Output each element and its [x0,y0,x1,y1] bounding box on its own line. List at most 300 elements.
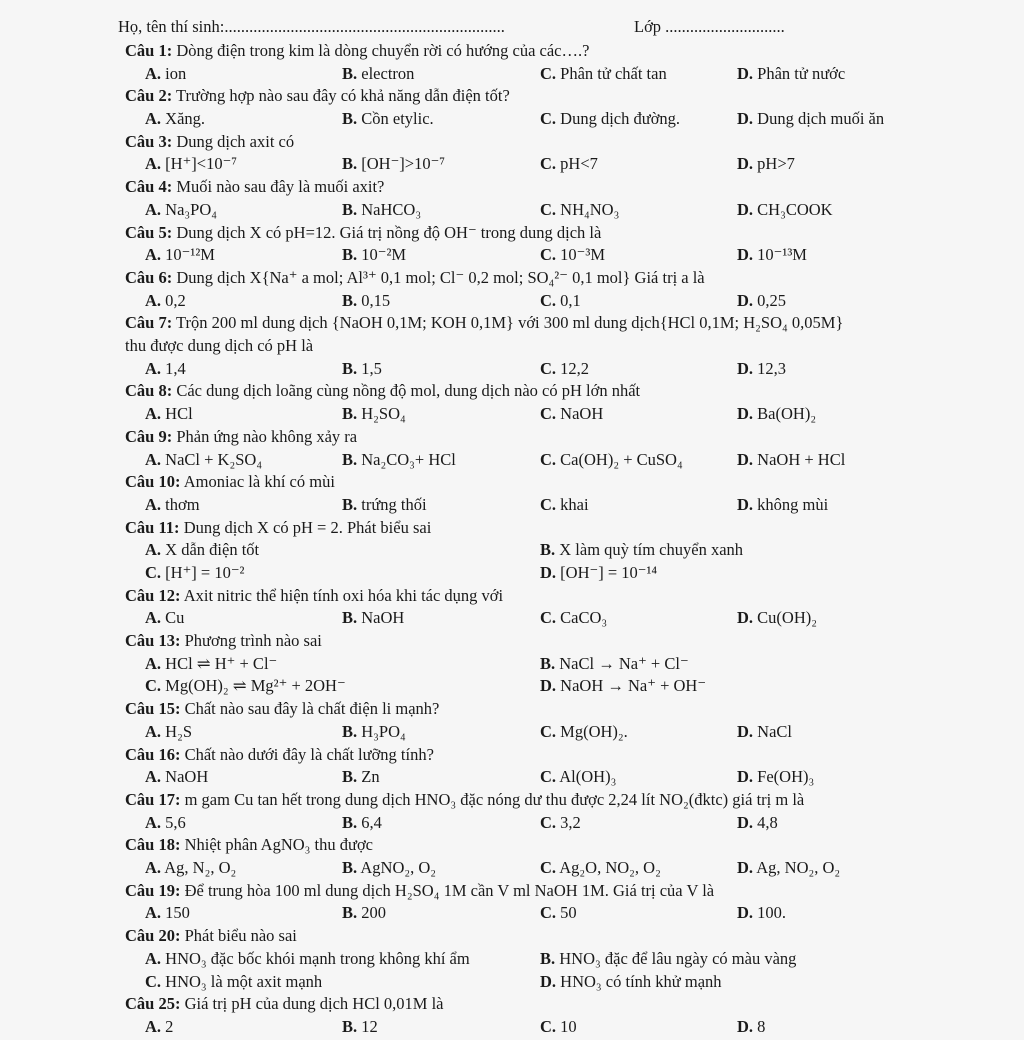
option-text: 0,1 [560,290,581,310]
question-number: Câu 10: [125,472,181,492]
answer-option-b[interactable] [342,857,436,880]
option-text: ion [165,63,187,83]
exam-header [118,16,838,39]
question-12 [125,585,905,630]
answer-option-c[interactable] [540,449,683,472]
answer-option-b[interactable] [342,902,386,925]
option-letter: D. [737,449,754,469]
answer-option-d[interactable] [737,63,845,86]
answer-option-b[interactable] [342,63,414,86]
answer-option-a[interactable] [145,108,205,131]
option-text: 3,2 [560,812,581,832]
option-letter: C. [540,154,557,174]
question-text: Dung dịch axit có [176,131,295,151]
option-text: [OH⁻] = 10⁻¹⁴ [560,563,658,582]
question-3 [125,131,905,176]
option-text: không mùi [757,494,829,514]
option-text: 1,4 [165,358,186,378]
answer-option-b[interactable] [342,812,382,835]
question-11 [125,517,905,585]
option-letter: C. [145,563,162,582]
option-text: HNO₃ có tính khử mạnh [560,971,722,991]
answer-option-c[interactable] [540,857,661,880]
answer-option-b[interactable] [540,653,689,676]
option-letter: C. [540,858,557,878]
option-text: 10⁻¹³M [757,245,807,265]
option-text: pH>7 [757,154,795,174]
question-number: Câu 2: [125,86,173,106]
answer-option-b[interactable] [342,1016,378,1039]
question-14 [125,698,905,743]
question-6 [125,267,905,312]
option-text: Cu [165,608,185,628]
option-text: 0,15 [361,290,391,310]
question-number: Câu 19: [125,880,181,900]
option-letter: D. [737,290,754,310]
answer-option-a[interactable] [145,766,208,789]
answer-option-c[interactable] [540,494,589,517]
option-text: khai [560,494,589,514]
question-stem [125,176,905,199]
option-text: 0,2 [165,290,186,310]
question-16 [125,789,905,834]
answer-row [125,539,905,562]
answer-row [125,244,905,267]
option-letter: B. [342,767,358,787]
option-text: 50 [560,903,577,923]
question-number: Câu 13: [125,631,181,651]
option-text: Ca(OH)₂ + CuSO₄ [560,449,683,469]
option-letter: B. [342,63,358,83]
question-text: Dòng điện trong kim là dòng chuyển rời có hướng của các….? [176,41,590,60]
question-stem [125,834,905,857]
option-text: NaCl + K₂SO₄ [165,449,263,469]
option-letter: C. [540,245,557,265]
answer-option-d[interactable] [737,1016,765,1039]
answer-option-c[interactable] [540,199,619,222]
option-letter: C. [540,494,557,514]
option-text: NaCl → Na⁺ + Cl⁻ [559,653,689,673]
question-stem [125,698,905,721]
option-letter: C. [540,767,557,787]
answer-row [125,449,905,472]
answer-option-b[interactable] [342,607,404,630]
answer-option-d[interactable] [737,108,884,131]
answer-option-c[interactable] [540,63,667,86]
option-letter: A. [145,290,162,310]
option-text: NaHCO₃ [361,199,422,219]
option-letter: B. [342,721,358,741]
question-number: Câu 25: [125,994,181,1014]
option-text: Phân tử chất tan [560,63,667,83]
question-number: Câu 11: [125,517,180,537]
question-number: Câu 8: [125,381,173,401]
option-letter: B. [342,154,358,174]
answer-option-c[interactable] [540,902,577,925]
question-stem [125,85,905,108]
answer-option-a[interactable] [145,812,186,835]
option-text: 8 [757,1016,766,1036]
option-text: AgNO₂, O₂ [360,858,437,878]
question-text: Dung dịch X có pH=12. Giá trị nồng độ OH⁻ trong dung dịch là [176,222,602,242]
option-letter: C. [540,63,557,83]
option-text: electron [361,63,415,83]
answer-row [125,403,905,426]
option-letter: C. [540,449,557,469]
option-letter: D. [737,767,754,787]
option-letter: A. [145,540,162,560]
option-text: [OH⁻]>10⁻⁷ [361,154,446,174]
option-text: NaOH + HCl [757,449,846,469]
option-text: 10 [560,1016,577,1036]
question-text: Chất nào sau đây là chất điện li mạnh? [184,699,440,719]
question-text: Phương trình nào sai [184,631,322,651]
option-text: X làm quỳ tím chuyển xanh [559,540,744,560]
question-number: Câu 20: [125,926,181,946]
option-letter: B. [342,608,358,628]
answer-row [125,153,905,176]
question-13 [125,630,905,698]
question-number: Câu 15: [125,699,181,719]
option-text: NaOH → Na⁺ + OH⁻ [560,676,707,696]
option-letter: B. [342,1016,358,1036]
answer-option-a[interactable] [145,857,236,880]
question-1 [125,40,905,85]
option-text: NaOH [361,608,405,628]
question-number: Câu 16: [125,744,181,764]
option-text: Mg(OH)₂ ⇌ Mg²⁺ + 2OH⁻ [165,676,346,696]
answer-option-d[interactable] [737,812,778,835]
answer-option-c[interactable] [540,721,628,744]
option-letter: C. [540,404,557,424]
answer-option-b[interactable] [342,108,434,131]
option-letter: C. [540,608,557,628]
answer-option-d[interactable] [737,153,795,176]
answer-option-b[interactable] [540,539,743,562]
question-number: Câu 4: [125,177,173,197]
question-text: Để trung hòa 100 ml dung dịch H₂SO₄ 1M cần V ml NaOH 1M. Giá trị của V là [184,880,715,900]
answer-row [125,675,905,698]
question-2 [125,85,905,130]
answer-option-a[interactable] [145,358,186,381]
option-letter: B. [342,404,358,424]
answer-option-c[interactable] [540,108,680,131]
option-letter: A. [145,608,162,628]
option-letter: D. [737,1016,754,1036]
question-text: Muối nào sau đây là muối axit? [176,177,385,197]
option-text: Cồn etylic. [361,109,434,129]
option-text: H₂S [165,721,193,741]
question-text: Trường hợp nào sau đây có khả năng dẫn điện tốt? [176,86,510,106]
answer-option-d[interactable] [737,290,786,313]
answer-row [125,607,905,630]
option-text: Cu(OH)₂ [757,608,818,628]
option-text: HNO₃ đặc để lâu ngày có màu vàng [559,948,797,968]
answer-option-d[interactable] [737,199,833,222]
question-number: Câu 12: [125,585,181,605]
option-text: 150 [165,903,190,923]
answer-option-c[interactable] [540,766,616,789]
question-text: Trộn 200 ml dung dịch {NaOH 0,1M; KOH 0,1M} với 300 ml dung dịch{HCl 0,1M; H₂SO₄ 0,05M} [176,313,844,333]
question-number: Câu 5: [125,222,173,242]
option-letter: D. [737,245,754,265]
question-5 [125,222,905,267]
answer-option-a[interactable] [145,539,259,562]
answer-option-b[interactable] [342,244,406,267]
question-18 [125,880,905,925]
answer-option-d[interactable] [737,721,792,744]
answer-option-a[interactable] [145,244,215,267]
answer-option-d[interactable] [540,562,657,585]
option-letter: D. [540,563,557,582]
option-letter: A. [145,721,162,741]
option-text: NaOH [560,404,604,424]
option-letter: A. [145,404,162,424]
option-letter: D. [540,971,557,991]
option-letter: B. [342,290,358,310]
student-name-label: Họ, tên thí sinh:.................................................................... [118,17,505,36]
answer-option-c[interactable] [540,244,605,267]
question-stem [125,925,905,948]
answer-option-b[interactable] [342,403,406,426]
answer-option-d[interactable] [540,675,706,698]
answer-option-d[interactable] [737,358,786,381]
option-letter: D. [540,676,557,696]
option-text: Ag₂O, NO₂, O₂ [559,858,661,878]
answer-option-b[interactable] [342,290,390,313]
question-stem [125,880,905,903]
option-letter: A. [145,109,162,129]
answer-option-d[interactable] [540,971,722,994]
answer-row [125,812,905,835]
option-letter: C. [540,109,557,129]
answer-option-c[interactable] [145,562,245,585]
option-letter: D. [737,608,754,628]
answer-row [125,358,905,381]
option-letter: B. [342,245,358,265]
option-letter: C. [540,199,557,219]
answer-option-a[interactable] [145,449,262,472]
option-letter: B. [342,358,358,378]
answer-option-c[interactable] [540,403,603,426]
answer-row [125,63,905,86]
option-letter: D. [737,858,754,878]
answer-row [125,653,905,676]
option-letter: B. [342,858,358,878]
option-text: 100. [757,903,787,923]
option-letter: C. [540,903,557,923]
answer-option-b[interactable] [540,948,796,971]
option-text: X dẫn điện tốt [165,540,260,560]
answer-option-a[interactable] [145,290,186,313]
option-text: HNO₃ là một axit mạnh [165,971,323,991]
option-letter: D. [737,903,754,923]
question-text: Axit nitric thể hiện tính oxi hóa khi tác dụng với [183,585,504,605]
answer-option-d[interactable] [737,403,816,426]
answer-option-a[interactable] [145,653,277,676]
option-letter: D. [737,109,754,129]
answer-option-c[interactable] [540,153,598,176]
option-text: 12,3 [757,358,787,378]
option-letter: B. [540,948,556,968]
answer-option-d[interactable] [737,449,845,472]
answer-option-a[interactable] [145,902,190,925]
option-text: HCl ⇌ H⁺ + Cl⁻ [165,653,278,673]
option-text: NH₄NO₃ [560,199,620,219]
answer-option-d[interactable] [737,857,840,880]
option-text: 10⁻¹²M [165,245,215,265]
question-stem [125,630,905,653]
option-text: CH₃COOK [757,199,833,219]
option-text: Ba(OH)₂ [757,404,817,424]
option-text: 6,4 [361,812,382,832]
answer-option-d[interactable] [737,494,828,517]
answer-option-c[interactable] [540,290,581,313]
option-text: Ag, NO₂, O₂ [756,858,841,878]
option-letter: D. [737,358,754,378]
answer-option-c[interactable] [540,358,589,381]
question-4 [125,176,905,221]
option-text: [H⁺]<10⁻⁷ [165,154,238,174]
question-stem [125,789,905,812]
answer-row [125,494,905,517]
option-letter: A. [145,199,162,219]
question-text: m gam Cu tan hết trong dung dịch HNO₃ đặc nóng dư thu được 2,24 lít NO₂(đktc) giá trị m là [184,789,805,809]
question-text: Phản ứng nào không xảy ra [176,426,358,446]
answer-option-c[interactable] [540,812,581,835]
answer-option-c[interactable] [145,675,346,698]
question-number: Câu 3: [125,131,173,151]
question-number: Câu 9: [125,426,173,446]
answer-option-c[interactable] [145,971,322,994]
option-letter: A. [145,358,162,378]
option-letter: A. [145,1016,162,1036]
question-stem [125,993,905,1016]
question-7 [125,312,905,380]
answer-row [125,766,905,789]
option-letter: C. [540,1016,557,1036]
answer-row [125,562,905,585]
answer-row [125,721,905,744]
answer-option-a[interactable] [145,494,200,517]
answer-row [125,199,905,222]
question-text: Dung dịch X có pH = 2. Phát biểu sai [183,517,432,537]
option-text: 10⁻³M [560,245,605,265]
option-letter: C. [145,971,162,991]
answer-option-c[interactable] [540,607,607,630]
option-letter: A. [145,767,162,787]
option-letter: C. [540,290,557,310]
option-letter: D. [737,494,754,514]
question-stem [125,744,905,767]
option-letter: B. [342,449,358,469]
answer-row [125,971,905,994]
answer-option-d[interactable] [737,766,814,789]
option-text: Mg(OH)₂. [560,721,628,741]
answer-option-a[interactable] [145,403,193,426]
option-text: Al(OH)₃ [559,767,617,787]
answer-option-a[interactable] [145,63,186,86]
answer-option-a[interactable] [145,948,470,971]
option-letter: A. [145,653,162,673]
option-letter: A. [145,245,162,265]
option-letter: D. [737,812,754,832]
option-text: thơm [165,494,200,514]
answer-option-d[interactable] [737,607,817,630]
answer-option-b[interactable] [342,449,456,472]
option-letter: B. [342,109,358,129]
option-letter: A. [145,812,162,832]
option-text: 4,8 [757,812,778,832]
option-letter: D. [737,404,754,424]
option-text: Fe(OH)₃ [757,767,815,787]
option-letter: A. [145,494,162,514]
answer-option-a[interactable] [145,199,217,222]
option-letter: B. [342,903,358,923]
option-text: HCl [165,404,193,424]
answer-option-a[interactable] [145,153,237,176]
answer-option-b[interactable] [342,153,445,176]
question-8 [125,380,905,425]
answer-option-b[interactable] [342,721,406,744]
question-10 [125,471,905,516]
answer-option-b[interactable] [342,766,380,789]
question-stem [125,40,905,63]
answer-row [125,902,905,925]
answer-option-c[interactable] [540,1016,577,1039]
option-text: Zn [361,767,380,787]
question-stem [125,380,905,403]
question-number: Câu 6: [125,267,173,287]
question-stem [125,517,905,540]
option-text: Dung dịch muối ăn [757,109,885,129]
option-text: Dung dịch đường. [560,109,681,129]
option-letter: B. [540,653,556,673]
answer-option-a[interactable] [145,607,184,630]
option-text: Na₃PO₄ [165,199,218,219]
answer-option-d[interactable] [737,244,807,267]
question-stem [125,267,905,290]
question-number: Câu 17: [125,789,181,809]
option-letter: D. [737,63,754,83]
answer-option-a[interactable] [145,1016,173,1039]
option-letter: C. [540,721,557,741]
option-text: HNO₃ đặc bốc khói mạnh trong không khí ẩm [165,948,470,968]
option-text: Phân tử nước [757,63,846,83]
option-letter: B. [540,540,556,560]
answer-option-b[interactable] [342,199,421,222]
question-20 [125,993,905,1038]
answer-option-a[interactable] [145,721,192,744]
option-letter: A. [145,63,162,83]
option-letter: D. [737,721,754,741]
option-text: Na₂CO₃+ HCl [361,449,456,469]
question-stem [125,312,905,335]
answer-row [125,108,905,131]
option-letter: C. [540,812,557,832]
option-text: 5,6 [165,812,186,832]
option-letter: D. [737,199,754,219]
question-text: Nhiệt phân AgNO₃ thu được [184,835,373,855]
question-17 [125,834,905,879]
option-text: 0,25 [757,290,787,310]
question-stem [125,426,905,449]
question-stem [125,131,905,154]
answer-option-d[interactable] [737,902,786,925]
option-text: H₂SO₄ [361,404,406,424]
answer-option-b[interactable] [342,358,382,381]
answer-option-b[interactable] [342,494,427,517]
